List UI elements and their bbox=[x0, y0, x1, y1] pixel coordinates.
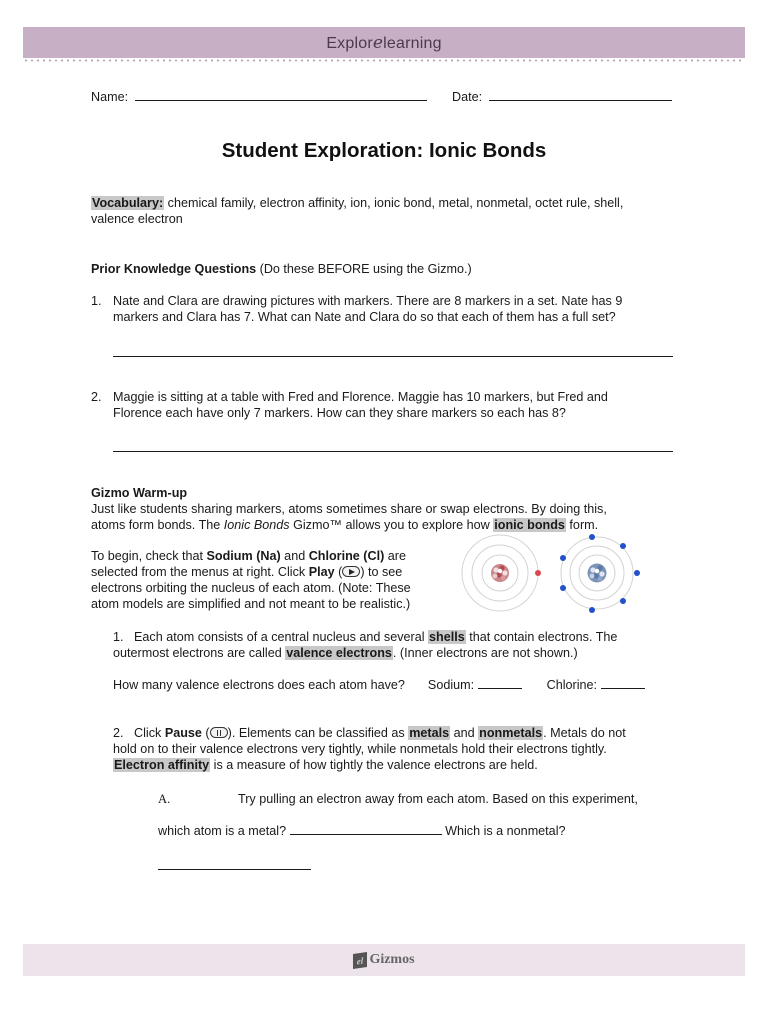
prior-knowledge-heading bbox=[91, 261, 472, 277]
answer-line-1[interactable] bbox=[113, 356, 673, 357]
gizmos-logo-text: Gizmos bbox=[369, 952, 415, 967]
q1-text: . (Inner electrons are not shown.) bbox=[392, 646, 578, 660]
electron-affinity-term: Electron affinity bbox=[114, 758, 210, 772]
question-number: 2. bbox=[91, 390, 102, 404]
prior-knowledge-title: Prior Knowledge Questions bbox=[91, 262, 257, 276]
pause-term: Pause bbox=[164, 726, 202, 740]
sodium-label: Sodium: bbox=[427, 678, 475, 692]
warmup-section bbox=[91, 485, 691, 533]
explorelearning-logo bbox=[326, 33, 441, 53]
nonmetal-answer-blank[interactable] bbox=[158, 869, 311, 870]
chlorine-nucleus-icon bbox=[588, 564, 607, 583]
intro-text: form. bbox=[565, 518, 599, 532]
metal-answer-blank[interactable] bbox=[290, 834, 442, 835]
name-blank[interactable] bbox=[135, 100, 427, 101]
q2-text: ( bbox=[201, 726, 210, 740]
question-text-line2: markers and Clara has 7. What can Nate and Clara do so that each of them has a full set? bbox=[113, 310, 616, 324]
question-text-line2: Florence each have only 7 markers. How can they share markers so each has 8? bbox=[113, 406, 566, 420]
begin-text: and bbox=[280, 549, 309, 563]
vocabulary-section bbox=[91, 195, 691, 227]
q2-text: is a measure of how tightly the valence electrons are held. bbox=[210, 758, 538, 772]
pause-icon bbox=[210, 727, 228, 738]
q2-text: Click bbox=[134, 726, 165, 740]
gizmos-footer bbox=[23, 944, 745, 976]
prior-question-2 bbox=[91, 389, 693, 421]
gizmos-logo bbox=[353, 952, 414, 968]
explorelearning-header bbox=[23, 27, 745, 58]
warmup-question-1 bbox=[113, 629, 693, 661]
brand-prefix: Explor bbox=[326, 34, 373, 52]
question-number: 1. bbox=[91, 294, 102, 308]
play-icon bbox=[342, 566, 360, 577]
vocabulary-terms-line2: valence electron bbox=[91, 212, 183, 226]
chlorine-term: Chlorine (Cl) bbox=[308, 549, 385, 563]
date-field bbox=[452, 90, 672, 104]
gizmo-name: Ionic Bonds bbox=[223, 518, 290, 532]
header-dotted-divider bbox=[23, 59, 745, 62]
date-blank[interactable] bbox=[489, 100, 672, 101]
valence-question bbox=[113, 677, 693, 693]
vocabulary-terms: chemical family, electron affinity, ion, ionic bond, metal, nonmetal, octet rule, shell, bbox=[167, 196, 624, 210]
part-a-letter: A. bbox=[158, 792, 171, 806]
q2-text: and bbox=[450, 726, 479, 740]
sodium-term: Sodium (Na) bbox=[206, 549, 281, 563]
begin-text: ( bbox=[334, 565, 343, 579]
nonmetal-question: Which is a nonmetal? bbox=[445, 824, 566, 838]
part-a-text: Try pulling an electron away from each atom. Based on this experiment, bbox=[238, 792, 638, 806]
sodium-atom bbox=[462, 535, 541, 611]
sodium-nucleus-icon bbox=[491, 564, 509, 582]
question-number: 1. bbox=[113, 630, 124, 644]
brand-suffix: learning bbox=[383, 34, 442, 52]
name-field bbox=[91, 90, 427, 104]
valence-electrons-term: valence electrons bbox=[286, 646, 392, 660]
question-text-line1: Nate and Clara are drawing pictures with markers. There are 8 markers in a set. Nate has 9 bbox=[113, 294, 623, 308]
vocabulary-label: Vocabulary: bbox=[92, 196, 164, 210]
part-a-line2 bbox=[158, 823, 698, 839]
begin-text: are bbox=[384, 549, 406, 563]
chlorine-atom bbox=[560, 534, 640, 613]
gizmos-logo-icon: el bbox=[353, 952, 367, 969]
play-term: Play bbox=[308, 565, 335, 579]
begin-text: atom models are simplified and not meant to be realistic.) bbox=[91, 597, 411, 611]
metals-term: metals bbox=[409, 726, 450, 740]
chlorine-answer-blank[interactable] bbox=[601, 688, 645, 689]
begin-text: ) to see bbox=[360, 565, 403, 579]
chlorine-label: Chlorine: bbox=[546, 678, 598, 692]
question-text-line1: Maggie is sitting at a table with Fred and Florence. Maggie has 10 markers, but Fred and bbox=[113, 390, 608, 404]
part-a-line1 bbox=[158, 791, 698, 807]
prior-knowledge-note: (Do these BEFORE using the Gizmo.) bbox=[259, 262, 472, 276]
nonmetals-term: nonmetals bbox=[479, 726, 543, 740]
prior-question-1 bbox=[91, 293, 693, 325]
valence-ask: How many valence electrons does each atom have? bbox=[113, 678, 405, 692]
warmup-heading: Gizmo Warm-up bbox=[91, 486, 188, 500]
ionic-bonds-term: ionic bonds bbox=[494, 518, 565, 532]
answer-line-2[interactable] bbox=[113, 451, 673, 452]
sodium-valence-electron bbox=[535, 570, 541, 576]
intro-text: atoms form bonds. The bbox=[91, 518, 224, 532]
sodium-answer-blank[interactable] bbox=[478, 688, 522, 689]
q1-text: that contain electrons. The bbox=[465, 630, 618, 644]
warmup-intro-line1: Just like students sharing markers, atoms sometimes share or swap electrons. By doing this, bbox=[91, 502, 607, 516]
begin-paragraph bbox=[91, 548, 451, 612]
atom-diagram bbox=[460, 530, 680, 620]
q2-text: ). Elements can be classified as bbox=[227, 726, 409, 740]
page-title: Student Exploration: Ionic Bonds bbox=[221, 139, 547, 162]
metal-question: which atom is a metal? bbox=[158, 824, 287, 838]
question-number: 2. bbox=[113, 726, 124, 740]
q2-text: hold on to their valence electrons very tightly, while nonmetals hold their electrons tightly. bbox=[113, 742, 607, 756]
q1-text: Each atom consists of a central nucleus and several bbox=[134, 630, 429, 644]
name-label: Name: bbox=[91, 90, 129, 104]
begin-text: electrons orbiting the nucleus of each atom. (Note: These bbox=[91, 581, 411, 595]
q2-text: . Metals do not bbox=[543, 726, 626, 740]
begin-text: To begin, check that bbox=[91, 549, 207, 563]
warmup-question-2 bbox=[113, 725, 703, 773]
intro-text: Gizmo™ allows you to explore how bbox=[289, 518, 494, 532]
begin-text: selected from the menus at right. Click bbox=[91, 565, 309, 579]
shells-term: shells bbox=[429, 630, 465, 644]
date-label: Date: bbox=[452, 90, 483, 104]
brand-swirl: e bbox=[372, 32, 384, 53]
q1-text: outermost electrons are called bbox=[113, 646, 286, 660]
